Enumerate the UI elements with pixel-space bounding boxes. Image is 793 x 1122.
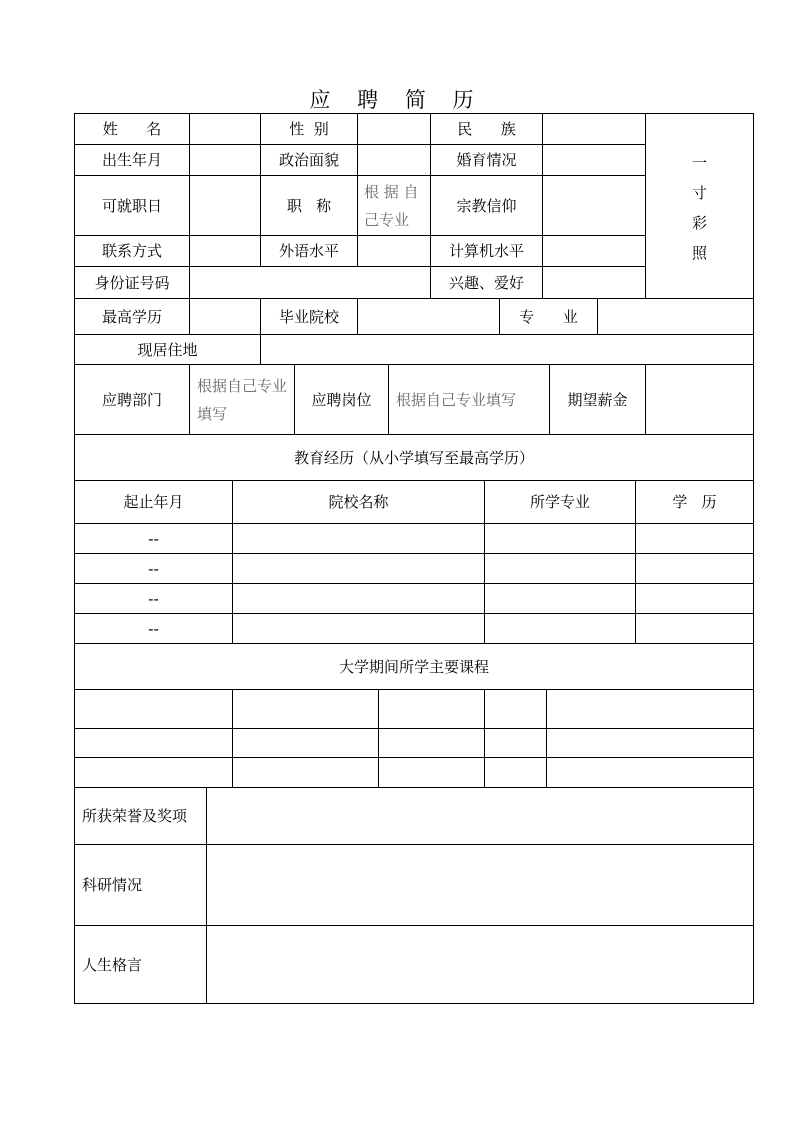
photo-label: 彩 — [691, 214, 707, 232]
id-number-field — [189, 266, 431, 299]
label-language: 外语水平 — [260, 235, 358, 267]
label-gender: 性 别 — [260, 113, 358, 145]
label-job-title: 职 称 — [260, 175, 358, 236]
label-position: 应聘岗位 — [294, 364, 389, 435]
course-cell — [546, 689, 754, 729]
photo-box — [645, 113, 754, 299]
birth-field — [189, 144, 261, 176]
label-ethnicity: 民 族 — [430, 113, 543, 145]
edu-col-period: 起止年月 — [74, 480, 233, 524]
course-cell — [484, 757, 547, 788]
edu-cell — [635, 613, 754, 644]
course-cell — [546, 757, 754, 788]
label-address: 现居住地 — [74, 334, 261, 365]
edu-col-major: 所学专业 — [484, 480, 636, 524]
edu-cell — [484, 613, 636, 644]
ethnicity-field — [542, 113, 646, 145]
course-cell — [74, 689, 233, 729]
contact-field — [189, 235, 261, 267]
label-birth: 出生年月 — [74, 144, 190, 176]
edu-cell — [635, 523, 754, 554]
edu-cell — [484, 583, 636, 614]
edu-col-school: 院校名称 — [232, 480, 485, 524]
gender-field — [357, 113, 431, 145]
edu-cell — [484, 523, 636, 554]
label-id-number: 身份证号码 — [74, 266, 190, 299]
label-research: 科研情况 — [74, 844, 207, 926]
photo-label: 照 — [691, 244, 707, 262]
school-field — [357, 298, 500, 335]
courses-section-header: 大学期间所学主要课程 — [74, 643, 754, 690]
education-field — [189, 298, 261, 335]
major-field — [597, 298, 754, 335]
page-title: 应 聘 简 历 — [309, 88, 484, 112]
course-cell — [232, 689, 379, 729]
edu-cell — [232, 583, 485, 614]
label-motto: 人生格言 — [74, 925, 207, 1004]
salary-field — [645, 364, 754, 435]
edu-cell — [232, 613, 485, 644]
edu-col-degree: 学 历 — [635, 480, 754, 524]
label-department: 应聘部门 — [74, 364, 190, 435]
edu-cell — [232, 523, 485, 554]
photo-label: 一 — [691, 154, 707, 172]
computer-field — [542, 235, 646, 267]
course-cell — [378, 757, 485, 788]
research-field — [206, 844, 754, 926]
position-hint: 根据自己专业填写 — [388, 364, 550, 435]
edu-cell — [635, 583, 754, 614]
edu-period-cell: -- — [74, 553, 233, 584]
label-political: 政治面貌 — [260, 144, 358, 176]
course-cell — [484, 689, 547, 729]
label-major: 专 业 — [499, 298, 598, 335]
political-field — [357, 144, 431, 176]
course-cell — [74, 757, 233, 788]
label-contact: 联系方式 — [74, 235, 190, 267]
label-computer: 计算机水平 — [430, 235, 543, 267]
language-field — [357, 235, 431, 267]
hobbies-field — [542, 266, 646, 299]
religion-field — [542, 175, 646, 236]
marital-field — [542, 144, 646, 176]
education-section-header: 教育经历（从小学填写至最高学历） — [74, 434, 754, 481]
course-cell — [232, 728, 379, 758]
course-cell — [232, 757, 379, 788]
label-honors: 所获荣誉及奖项 — [74, 787, 207, 845]
edu-period-cell: -- — [74, 583, 233, 614]
edu-cell — [484, 553, 636, 584]
job-title-hint: 根 据 自 己专业 — [357, 175, 431, 236]
label-hobbies: 兴趣、爱好 — [430, 266, 543, 299]
edu-period-cell: -- — [74, 523, 233, 554]
department-hint: 根据自己专业填写 — [189, 364, 295, 435]
label-salary: 期望薪金 — [549, 364, 646, 435]
address-field — [260, 334, 754, 365]
motto-field — [206, 925, 754, 1004]
course-cell — [378, 728, 485, 758]
honors-field — [206, 787, 754, 845]
label-education: 最高学历 — [74, 298, 190, 335]
label-marital: 婚育情况 — [430, 144, 543, 176]
label-school: 毕业院校 — [260, 298, 358, 335]
label-name: 姓 名 — [74, 113, 190, 145]
label-available: 可就职日 — [74, 175, 190, 236]
available-field — [189, 175, 261, 236]
label-religion: 宗教信仰 — [430, 175, 543, 236]
course-cell — [378, 689, 485, 729]
edu-period-cell: -- — [74, 613, 233, 644]
course-cell — [74, 728, 233, 758]
edu-cell — [232, 553, 485, 584]
name-field — [189, 113, 261, 145]
course-cell — [484, 728, 547, 758]
course-cell — [546, 728, 754, 758]
photo-label: 寸 — [691, 184, 707, 202]
edu-cell — [635, 553, 754, 584]
